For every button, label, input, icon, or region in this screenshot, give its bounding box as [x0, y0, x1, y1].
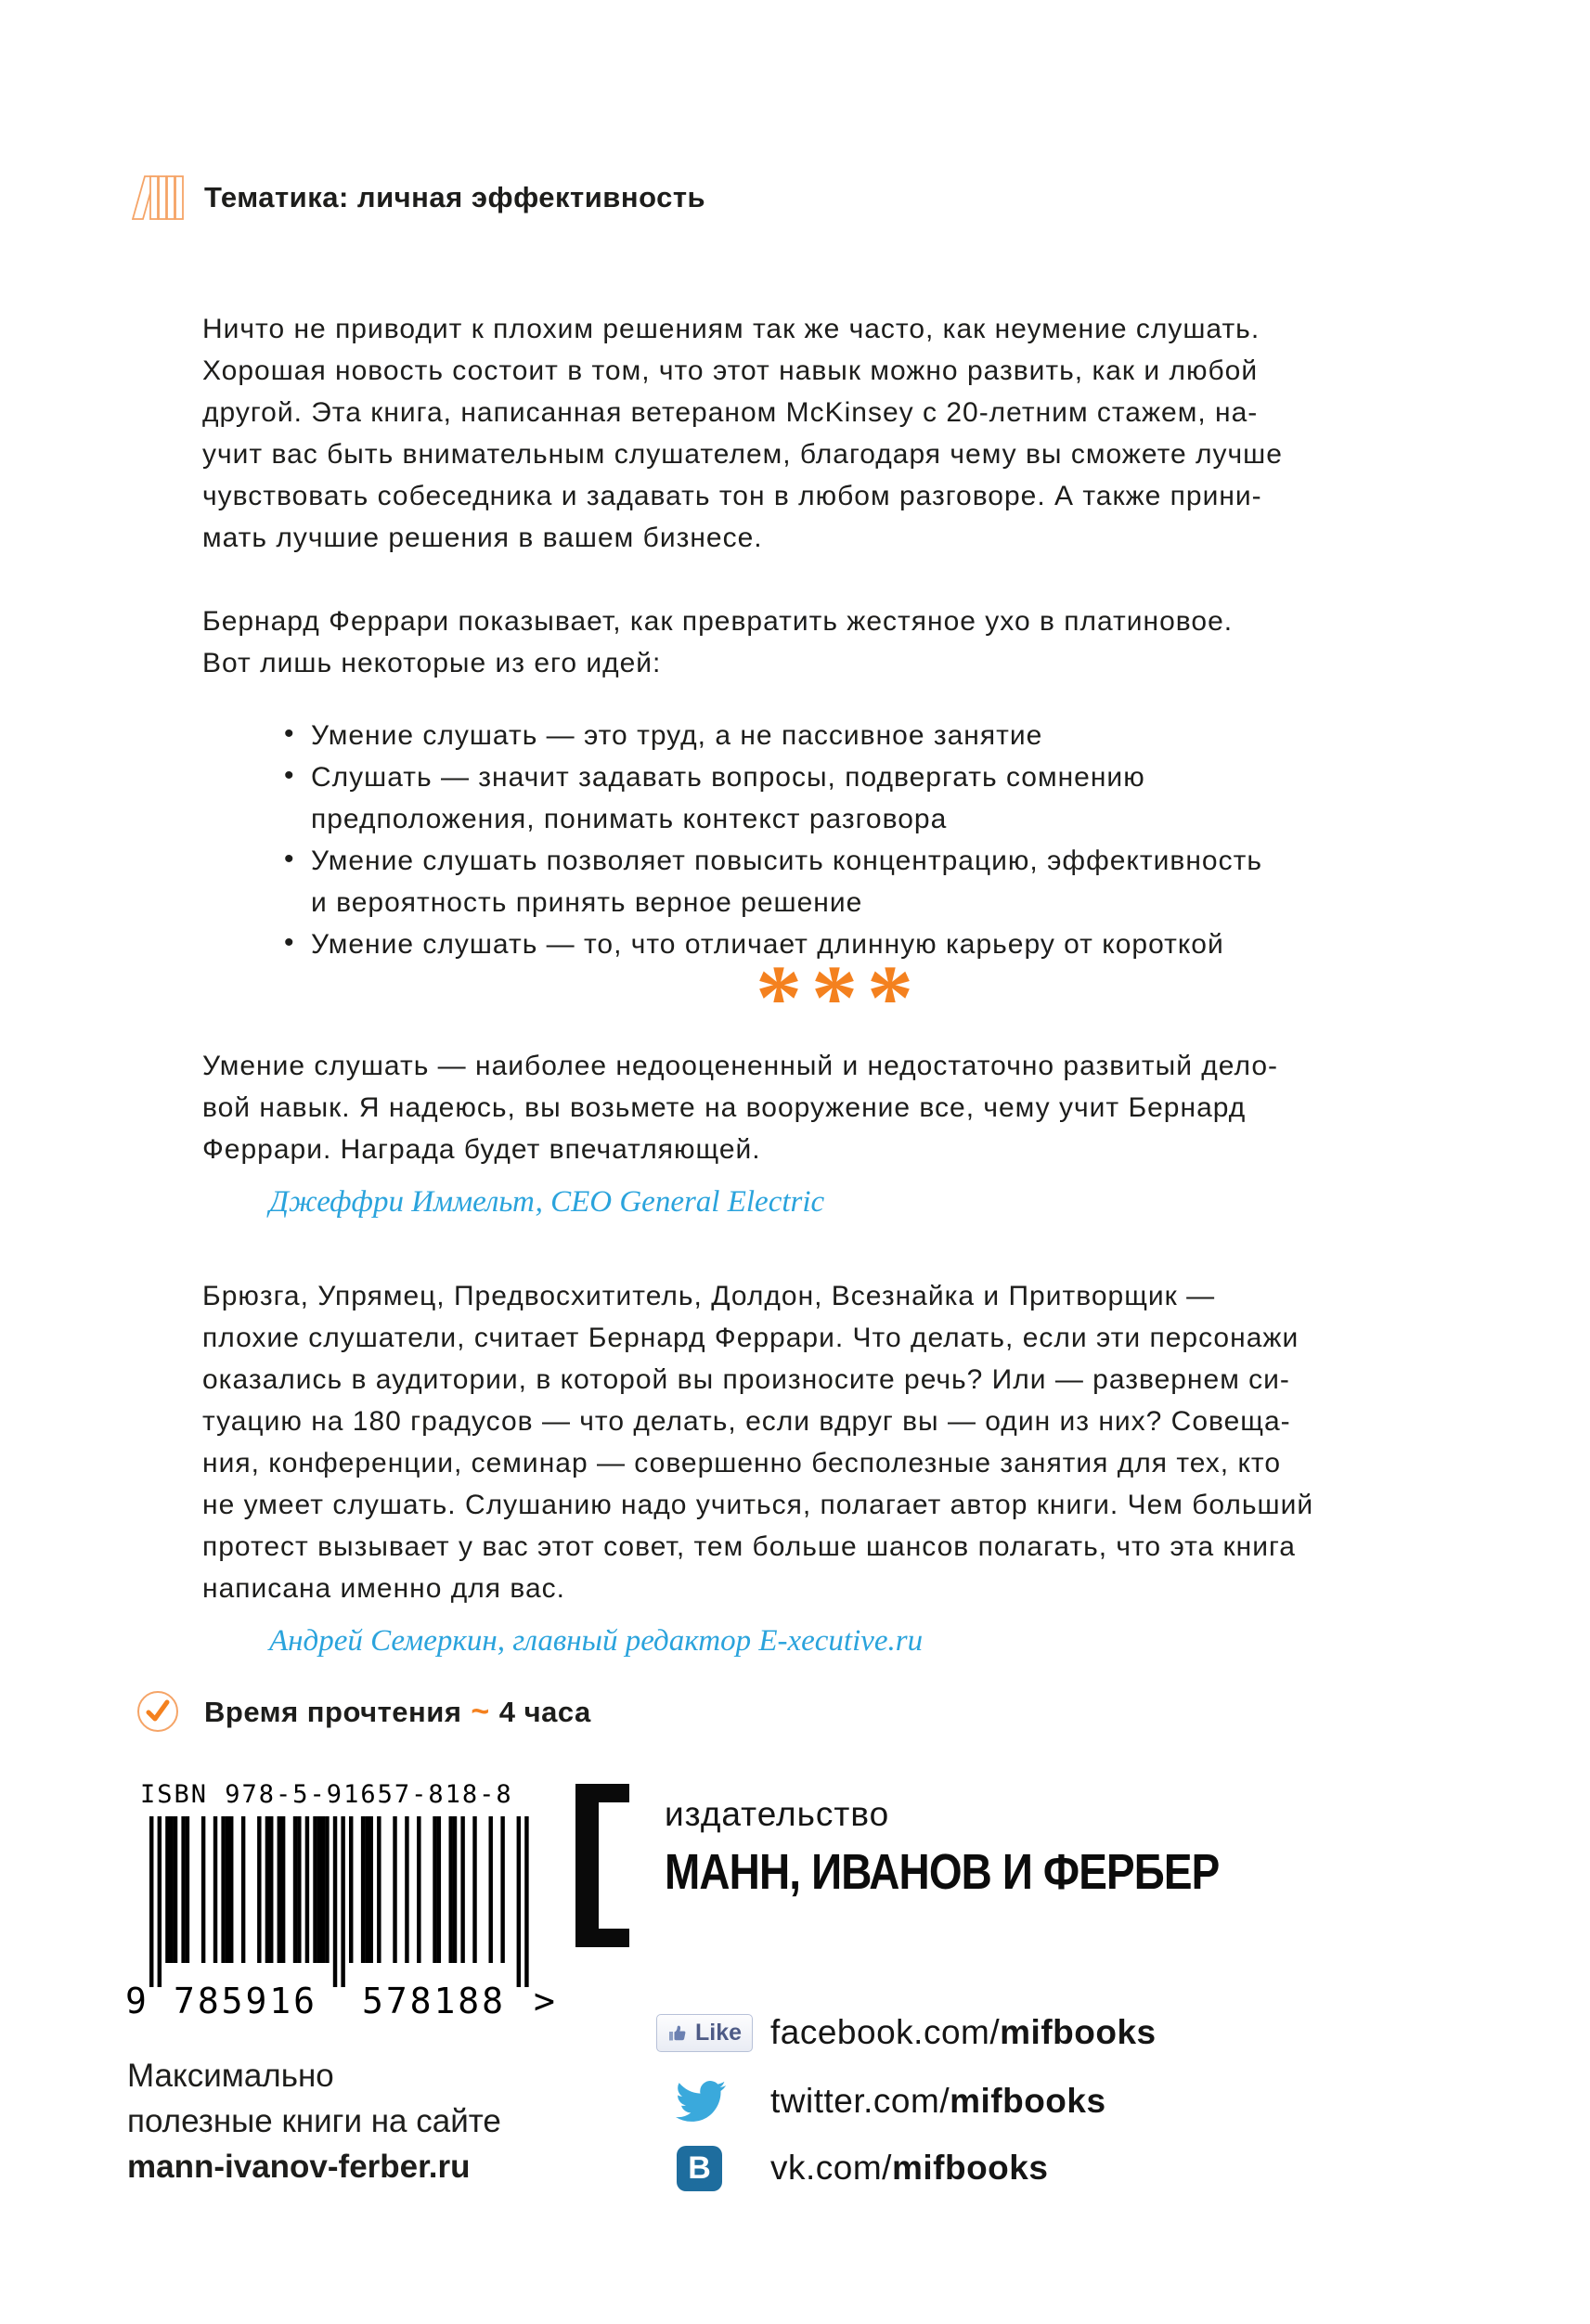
- text-line: чувствовать собеседника и задавать тон в любом разговоре. А также прини-: [202, 481, 1262, 511]
- text-line: учит вас быть внимательным слушателем, благодаря чему вы сможете лучше: [202, 439, 1283, 470]
- social-row-facebook[interactable]: [656, 2007, 1157, 2059]
- facebook-like-button[interactable]: [656, 2014, 753, 2052]
- barcode-digits-left: 785916: [174, 1981, 315, 2017]
- list-item: [202, 923, 1476, 965]
- text-line: Умение слушать позволяет повысить концентрацию, эффективность: [311, 846, 1262, 876]
- text-line: Феррари. Награда будет впечатляющей.: [202, 1134, 761, 1165]
- isbn-label: ISBN 978-5-91657-818-8: [140, 1780, 513, 1809]
- text-line: Вот лишь некоторые из его идей:: [202, 648, 662, 678]
- paragraph-3: [202, 1045, 1476, 1170]
- ean13-barcode: [125, 1816, 562, 2017]
- list-item: [202, 840, 1476, 882]
- text-line: ния, конференции, семинар — совершенно бесполезные занятия для тех, кто: [202, 1448, 1282, 1478]
- reading-time-text: [204, 1694, 591, 1730]
- section-divider-stars: ***: [756, 946, 923, 1049]
- vk-url[interactable]: vk.com/mifbooks: [770, 2149, 1049, 2187]
- site-promo-line: Максимально: [127, 2058, 334, 2094]
- annotation-text: [202, 308, 1476, 1661]
- barcode-bars: [149, 1816, 529, 1987]
- text-line: Бернард Феррари показывает, как превратить жестяное ухо в платиновое.: [202, 606, 1234, 637]
- reading-time-row: [136, 1689, 591, 1734]
- site-domain-link[interactable]: mann-ivanov-ferber.ru: [127, 2149, 471, 2185]
- text-line: Умение слушать — то, что отличает длинную карьеру от короткой: [311, 929, 1224, 960]
- text-line: оказались в аудитории, в которой вы произносите речь? Или — развернем си-: [202, 1364, 1290, 1395]
- list-item-continuation: [202, 798, 1476, 840]
- paragraph-2: [202, 600, 1476, 684]
- text-line: протест вызывает у вас этот совет, тем больше шансов полагать, что эта книга: [202, 1531, 1296, 1562]
- barcode-digit-first: 9: [125, 1981, 147, 2017]
- twitter-bird-icon: [670, 2076, 731, 2126]
- bullet-icon: •: [284, 927, 295, 958]
- text-line: туацию на 180 градусов — что делать, если вдруг вы — один из них? Совеща-: [202, 1406, 1291, 1437]
- bullet-list: [202, 715, 1476, 965]
- text-line: вой навык. Я надеюсь, вы возьмете на вооружение все, чему учит Бернард: [202, 1092, 1247, 1123]
- publisher-word: издательство: [665, 1795, 890, 1833]
- publisher-name: МАНН, ИВАНОВ И ФЕРБЕР: [665, 1844, 1220, 1900]
- thumbs-up-icon: [667, 2022, 688, 2043]
- list-item: [202, 756, 1476, 798]
- text-line: написана именно для вас.: [202, 1573, 565, 1604]
- reading-time-label: Время прочтения: [204, 1695, 462, 1728]
- facebook-url[interactable]: facebook.com/mifbooks: [770, 2013, 1157, 2051]
- reading-time-value: 4 часа: [498, 1695, 591, 1728]
- text-line: и вероятность принять верное решение: [311, 887, 863, 918]
- bullet-icon: •: [284, 760, 295, 791]
- text-line: Умение слушать — это труд, а не пассивное занятие: [311, 720, 1043, 751]
- bracket-icon: [575, 1784, 629, 1947]
- paragraph-4: [202, 1275, 1476, 1609]
- site-promo-line: полезные книги на сайте: [127, 2103, 501, 2139]
- checkmark-circle-icon: [136, 1689, 180, 1734]
- text-line: не умеет слушать. Слушанию надо учиться, полагает автор книги. Чем больший: [202, 1490, 1314, 1520]
- bullet-icon: •: [284, 844, 295, 874]
- social-row-vk[interactable]: [656, 2142, 1048, 2194]
- quote-attribution-1: Джеффри Иммельт, CEO General Electric: [269, 1185, 825, 1219]
- barcode-arrow: >: [534, 1981, 555, 2017]
- books-shelf-icon: [132, 173, 184, 223]
- site-promo: [127, 2053, 501, 2189]
- text-line: Умение слушать — наиболее недооцененный и недостаточно развитый дело-: [202, 1051, 1279, 1081]
- twitter-url[interactable]: twitter.com/mifbooks: [770, 2082, 1106, 2120]
- text-line: другой. Эта книга, написанная ветераном McKinsey с 20-летним стажем, на-: [202, 397, 1259, 428]
- like-label: Like: [694, 2019, 743, 2046]
- topic-label: Тематика: личная эффективность: [204, 181, 706, 213]
- tilde-approx: ~: [471, 1693, 490, 1729]
- isbn-barcode-block: [125, 1780, 562, 2017]
- barcode-digits-right: 578188: [362, 1981, 503, 2017]
- quote-attribution-2: Андрей Семеркин, главный редактор E-xecutive.ru: [269, 1624, 924, 1658]
- topic-header: [132, 173, 705, 223]
- text-line: Брюзга, Упрямец, Предвосхититель, Долдон, Всезнайка и Притворщик —: [202, 1281, 1216, 1311]
- list-item-continuation: [202, 882, 1476, 923]
- social-row-twitter[interactable]: [656, 2075, 1106, 2127]
- text-line: предположения, понимать контекст разговора: [311, 804, 948, 834]
- text-line: Ничто не приводит к плохим решениям так же часто, как неумение слушать.: [202, 314, 1260, 344]
- text-line: мать лучшие решения в вашем бизнесе.: [202, 523, 763, 553]
- paragraph-1: [202, 308, 1476, 559]
- text-line: Хорошая новость состоит в том, что этот навык можно развить, как и любой: [202, 355, 1259, 386]
- bullet-icon: •: [284, 718, 295, 749]
- vk-icon: В: [677, 2146, 722, 2191]
- text-line: плохие слушатели, считает Бернард Феррари. Что делать, если эти персонажи: [202, 1323, 1299, 1353]
- publisher-logo: [575, 1784, 1317, 1947]
- list-item: [202, 715, 1476, 756]
- text-line: Слушать — значит задавать вопросы, подвергать сомнению: [311, 762, 1145, 793]
